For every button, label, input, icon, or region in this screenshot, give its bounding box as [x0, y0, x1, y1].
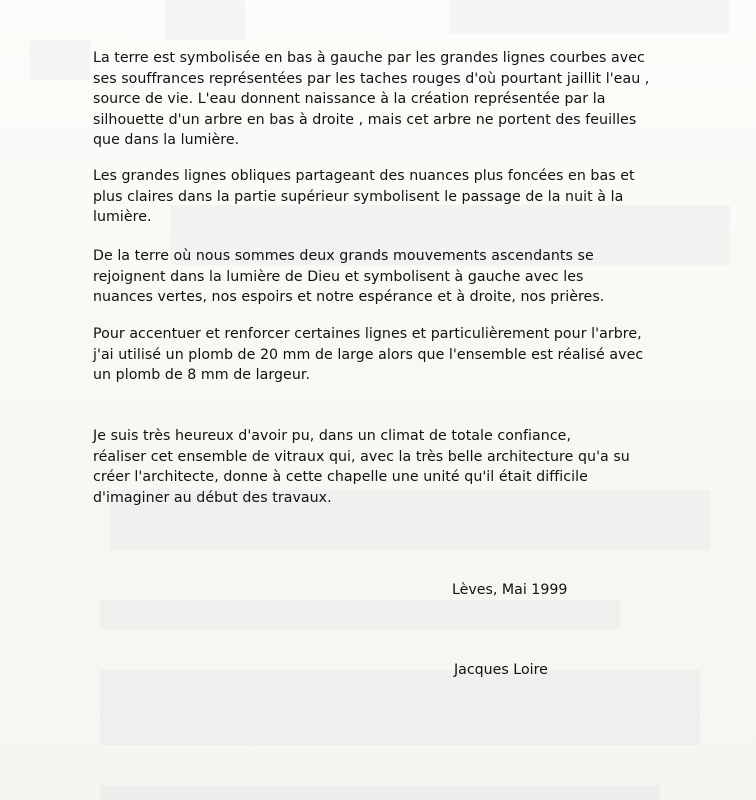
paragraph-closing-thanks: Je suis très heureux d'avoir pu, dans un climat de totale confiance, réaliser cet ensemble de vitraux qui, avec la très belle architecture qu'a su créer l'architecte, donne à cette chapelle une unité qu'il était difficile d'imaginer au début des travaux. — [93, 428, 630, 506]
signature-name: Jacques Loire — [454, 662, 548, 678]
place-and-date: Lèves, Mai 1999 — [452, 582, 568, 598]
paragraph-oblique-lines: Les grandes lignes obliques partageant des nuances plus foncées en bas et plus claires dans la partie supérieur symbolisent le passage de la nuit à la lumière. — [93, 168, 635, 225]
paragraph-earth-symbolism: La terre est symbolisée en bas à gauche par les grandes lignes courbes avec ses souffrances représentées par les taches rouges d'où pourtant jaillit l'eau , source de vie. L'eau donnent naissance à la création représentée par la silhouette d'un arbre en bas à droite , mais cet arbre ne portent des feuilles que dans la lumière. — [93, 50, 650, 148]
paragraph-ascending-movements: De la terre où nous sommes deux grands mouvements ascendants se rejoignent dans la lumière de Dieu et symbolisent à gauche avec les nuances vertes, nos espoirs et notre espérance et à droite, nos prières. — [93, 248, 605, 305]
paragraph-lead-widths: Pour accentuer et renforcer certaines lignes et particulièrement pour l'arbre, j'ai utilisé un plomb de 20 mm de large alors que l'ensemble est réalisé avec un plomb de 8 mm de largeur. — [93, 326, 644, 383]
